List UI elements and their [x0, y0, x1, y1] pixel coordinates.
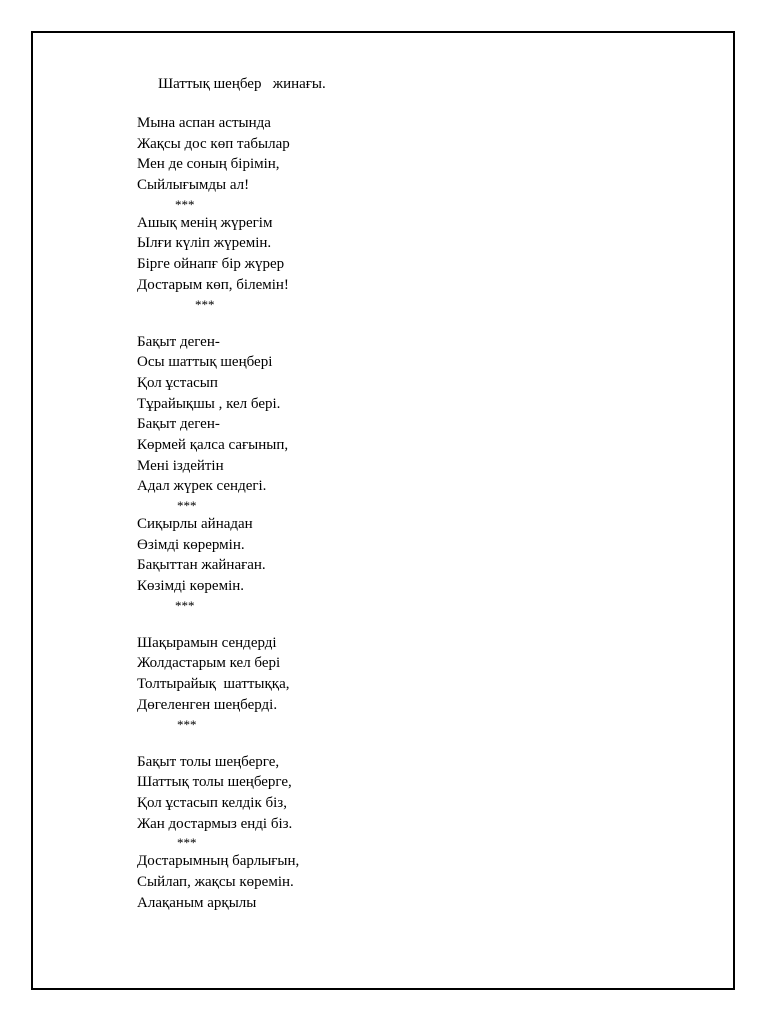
poem-line: Қол ұстасып [137, 374, 218, 391]
poem-line: Мені іздейтін [137, 457, 224, 474]
poem-line: Бірге ойнапғ бір жүрер [137, 256, 285, 273]
poem-line: Достарымның барлығын, [137, 853, 300, 870]
poem-line: Бақыт толы шеңберге, [137, 753, 280, 770]
poem-line: Алақаным арқылы [137, 894, 257, 911]
poem-line: Толтырайық шаттыққа, [137, 676, 290, 693]
poem-line: Көрмей қалса сағынып, [137, 436, 289, 453]
stanza-separator: *** [177, 498, 197, 513]
poem-body [137, 113, 299, 913]
poem-line: Мен де соның бірімін, [137, 156, 280, 173]
poem-line: Ашық менің жүрегім [137, 214, 273, 231]
poem-line: Өзімді көрермін. [137, 536, 245, 553]
poem-line: Тұрайықшы , кел бері. [137, 395, 281, 412]
poem-line: Мына аспан астында [137, 115, 271, 131]
poem-line: Бақыттан жайнаған. [137, 557, 266, 574]
poem-line: Дөгеленген шеңберді. [137, 696, 278, 713]
poem-line: Адал жүрек сендегі. [137, 478, 267, 495]
stanza-separator: *** [177, 716, 197, 732]
poem-line: Жақсы дос көп табылар [137, 135, 290, 152]
poem-line: Жолдастарым кел бері [137, 655, 281, 672]
poem-line: Қол ұстасып келдік біз, [137, 794, 287, 811]
poem-line: Шақырамын сендерді [137, 634, 277, 651]
poem-line: Жан достармыз енді біз. [137, 815, 293, 832]
poem-line: Сыйлығымды ал! [137, 177, 250, 194]
poem-line: Бақыт деген- [137, 333, 220, 350]
poem-line: Бақыт деген- [137, 416, 220, 433]
stanza-separator: *** [175, 597, 195, 613]
stanza-separator: *** [177, 835, 197, 851]
poem-line: Достарым көп, білемін! [137, 276, 289, 293]
stanza-separator: *** [195, 296, 215, 312]
stanza-separator: *** [175, 196, 195, 212]
poem-line: Ылғи күліп жүремін. [137, 235, 272, 252]
poem-line: Сиқырлы айнадан [137, 516, 253, 532]
document-title: Шаттық шеңбер жинағы. [158, 76, 326, 92]
poem-line: Сыйлап, жақсы көремін. [137, 873, 294, 890]
poem-line: Осы шаттық шеңбері [137, 354, 273, 371]
poem-line: Көзімді көремін. [137, 578, 245, 595]
poem-line: Шаттық толы шеңберге, [137, 774, 292, 791]
